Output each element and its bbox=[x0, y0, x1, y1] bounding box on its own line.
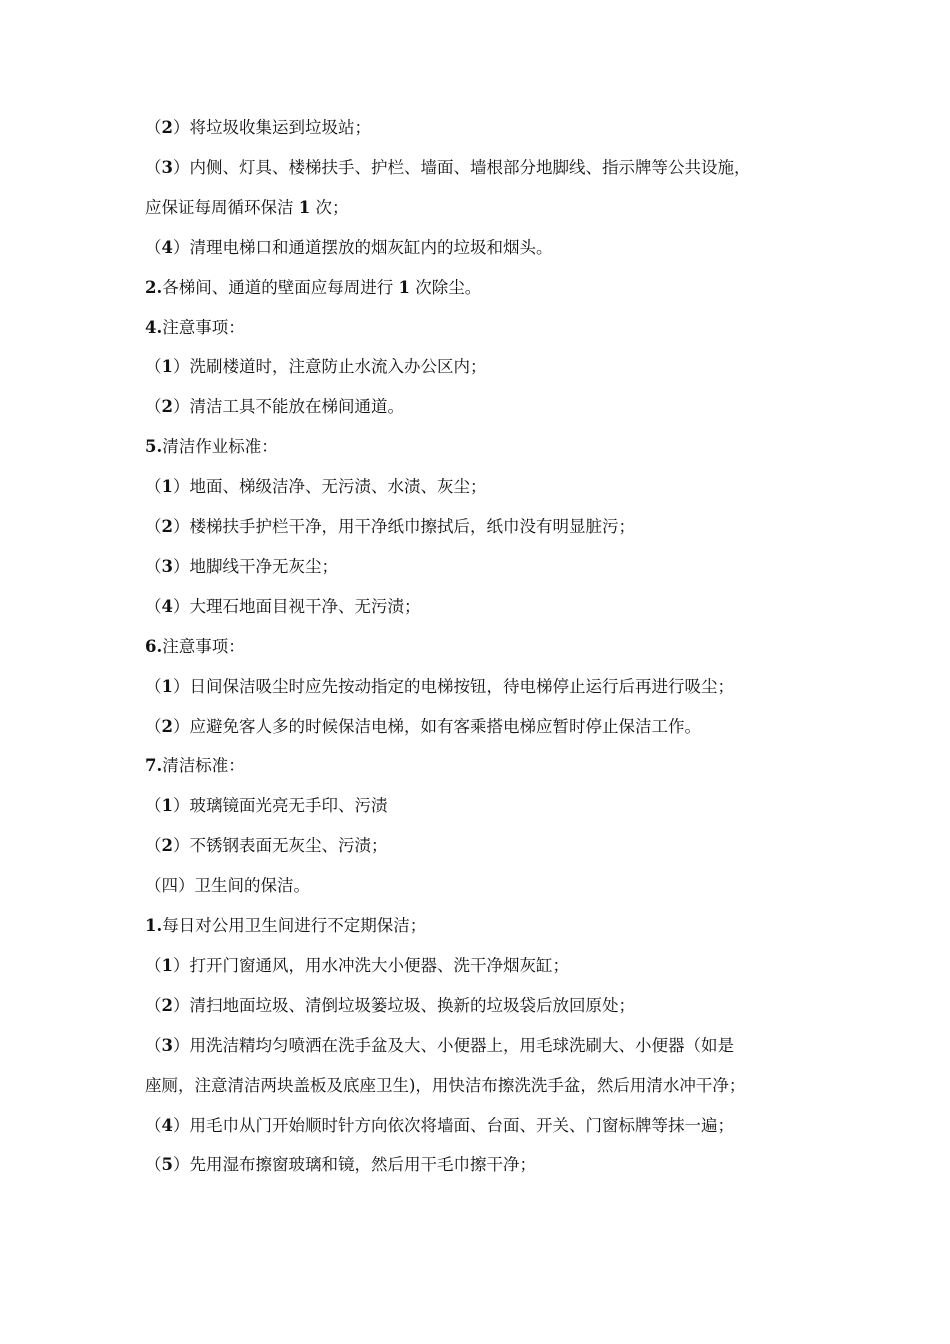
line-prefix: （ bbox=[145, 477, 162, 497]
line-number: 5. bbox=[145, 437, 163, 457]
document-line bbox=[145, 516, 820, 538]
document-line bbox=[145, 117, 820, 139]
line-prefix: （ bbox=[145, 1155, 162, 1175]
line-text: 注意事项： bbox=[162, 636, 245, 656]
line-text: 每日对公用卫生间进行不定期保洁； bbox=[162, 916, 427, 935]
line-tail: 次； bbox=[310, 197, 349, 217]
line-prefix: （ bbox=[145, 955, 162, 975]
document-line bbox=[145, 237, 820, 259]
document-line bbox=[145, 955, 820, 977]
line-text: ）日间保洁吸尘时应先按动指定的电梯按钮，待电梯停止运行后再进行吸尘； bbox=[172, 676, 734, 696]
line-text: ）楼梯扶手护栏干净，用干净纸巾擦拭后，纸巾没有明显脏污； bbox=[172, 517, 635, 536]
line-text: 注意事项： bbox=[162, 317, 245, 337]
line-number: 5 bbox=[161, 1155, 173, 1175]
line-number: 6. bbox=[145, 636, 163, 656]
line-text: ）打开门窗通风，用水冲洗大小便器、洗干净烟灰缸； bbox=[172, 955, 569, 975]
line-text: ）地脚线干净无灰尘； bbox=[172, 556, 338, 576]
line-number: 3 bbox=[161, 1035, 173, 1055]
document-line bbox=[145, 835, 820, 857]
document-line bbox=[145, 436, 820, 458]
line-number: 3 bbox=[161, 556, 173, 576]
line-text: ）应避免客人多的时候保洁电梯，如有客乘搭电梯应暂时停止保洁工作。 bbox=[172, 716, 701, 736]
line-bold-number: 1 bbox=[298, 197, 311, 217]
line-text: 清洁作业标准： bbox=[162, 437, 278, 457]
line-number: 4 bbox=[161, 596, 173, 616]
line-text: （四）卫生间的保洁。 bbox=[145, 876, 310, 896]
line-prefix: （ bbox=[145, 357, 162, 377]
line-prefix: （ bbox=[145, 517, 162, 536]
line-text: ）不锈钢表面无灰尘、污渍； bbox=[172, 836, 388, 856]
document-line bbox=[145, 197, 820, 219]
document-line bbox=[145, 596, 820, 618]
line-text: ）先用湿布擦窗玻璃和镜，然后用干毛巾擦干净； bbox=[172, 1155, 536, 1175]
line-text: ）清洁工具不能放在梯间通道。 bbox=[172, 397, 404, 417]
document-line bbox=[145, 795, 820, 817]
document-line bbox=[145, 1115, 820, 1137]
line-prefix: （ bbox=[145, 796, 162, 816]
line-number: 2 bbox=[161, 836, 173, 856]
line-text: ）地面、梯级洁净、无污渍、水渍、灰尘； bbox=[172, 477, 487, 497]
line-prefix: （ bbox=[145, 556, 162, 576]
line-prefix: （ bbox=[145, 995, 162, 1015]
document-line bbox=[145, 157, 820, 179]
document-line bbox=[145, 317, 820, 339]
document-line bbox=[145, 1035, 820, 1057]
line-text: 清洁标准： bbox=[162, 756, 245, 776]
document-line bbox=[145, 875, 820, 897]
document-line bbox=[145, 396, 820, 418]
line-prefix: （ bbox=[145, 836, 162, 856]
line-text: ）清理电梯口和通道摆放的烟灰缸内的垃圾和烟头。 bbox=[172, 237, 553, 257]
line-number: 2 bbox=[161, 118, 173, 137]
line-number: 1 bbox=[161, 357, 173, 377]
document-line bbox=[145, 636, 820, 658]
line-number: 2 bbox=[161, 716, 173, 736]
line-number: 1 bbox=[161, 477, 173, 497]
line-number: 2 bbox=[161, 397, 173, 417]
line-text: ）清扫地面垃圾、清倒垃圾篓垃圾、换新的垃圾袋后放回原处； bbox=[172, 995, 635, 1015]
line-prefix: （ bbox=[145, 237, 162, 257]
line-number: 4 bbox=[161, 237, 173, 257]
line-prefix: （ bbox=[145, 397, 162, 417]
line-text: ）大理石地面目视干净、无污渍； bbox=[172, 596, 421, 616]
line-number: 1. bbox=[145, 916, 163, 935]
line-prefix: （ bbox=[145, 596, 162, 616]
line-prefix: （ bbox=[145, 676, 162, 696]
line-text: 座厕，注意清洁两块盖板及底座卫生)，用快洁布擦洗洗手盆，然后用清水冲干净； bbox=[145, 1075, 746, 1095]
line-number: 1 bbox=[161, 955, 173, 975]
line-prefix: （ bbox=[145, 1035, 162, 1055]
line-prefix: （ bbox=[145, 1115, 162, 1135]
document-line bbox=[145, 755, 820, 777]
line-number: 2. bbox=[145, 277, 163, 297]
line-text: ）内侧、灯具、楼梯扶手、护栏、墙面、墙根部分地脚线、指示牌等公共设施， bbox=[172, 157, 751, 177]
document-line bbox=[145, 1154, 820, 1176]
line-number: 4 bbox=[161, 1115, 173, 1135]
document-line bbox=[145, 556, 820, 578]
document-line bbox=[145, 476, 820, 498]
line-text: ）将垃圾收集运到垃圾站； bbox=[172, 118, 371, 137]
line-number: 4. bbox=[145, 317, 163, 337]
document-line bbox=[145, 356, 820, 378]
document-line bbox=[145, 1075, 820, 1097]
line-text: ）玻璃镜面光亮无手印、污渍 bbox=[172, 796, 388, 816]
line-bold-number: 1 bbox=[398, 277, 410, 297]
line-number: 2 bbox=[161, 995, 173, 1015]
document-line bbox=[145, 995, 820, 1017]
line-number: 3 bbox=[161, 157, 173, 177]
document-line bbox=[145, 277, 820, 299]
line-text: ）用洗洁精均匀喷洒在洗手盆及大、小便器上，用毛球洗刷大、小便器（如是 bbox=[172, 1035, 734, 1055]
document-line bbox=[145, 716, 820, 738]
line-text: 应保证每周循环保洁 bbox=[145, 197, 299, 217]
line-number: 1 bbox=[161, 676, 173, 696]
line-number: 1 bbox=[161, 796, 173, 816]
line-text: 各梯间、通道的壁面应每周进行 bbox=[162, 277, 399, 297]
line-number: 7. bbox=[145, 756, 163, 776]
document-line bbox=[145, 915, 820, 937]
line-number: 2 bbox=[161, 517, 173, 536]
line-prefix: （ bbox=[145, 716, 162, 736]
line-prefix: （ bbox=[145, 157, 162, 177]
line-tail: 次除尘。 bbox=[409, 277, 482, 297]
line-prefix: （ bbox=[145, 118, 162, 137]
document-line bbox=[145, 676, 820, 698]
line-text: ）用毛巾从门开始顺时针方向依次将墙面、台面、开关、门窗标牌等抹一遍； bbox=[172, 1115, 734, 1135]
line-text: ）洗刷楼道时，注意防止水流入办公区内； bbox=[172, 357, 487, 377]
